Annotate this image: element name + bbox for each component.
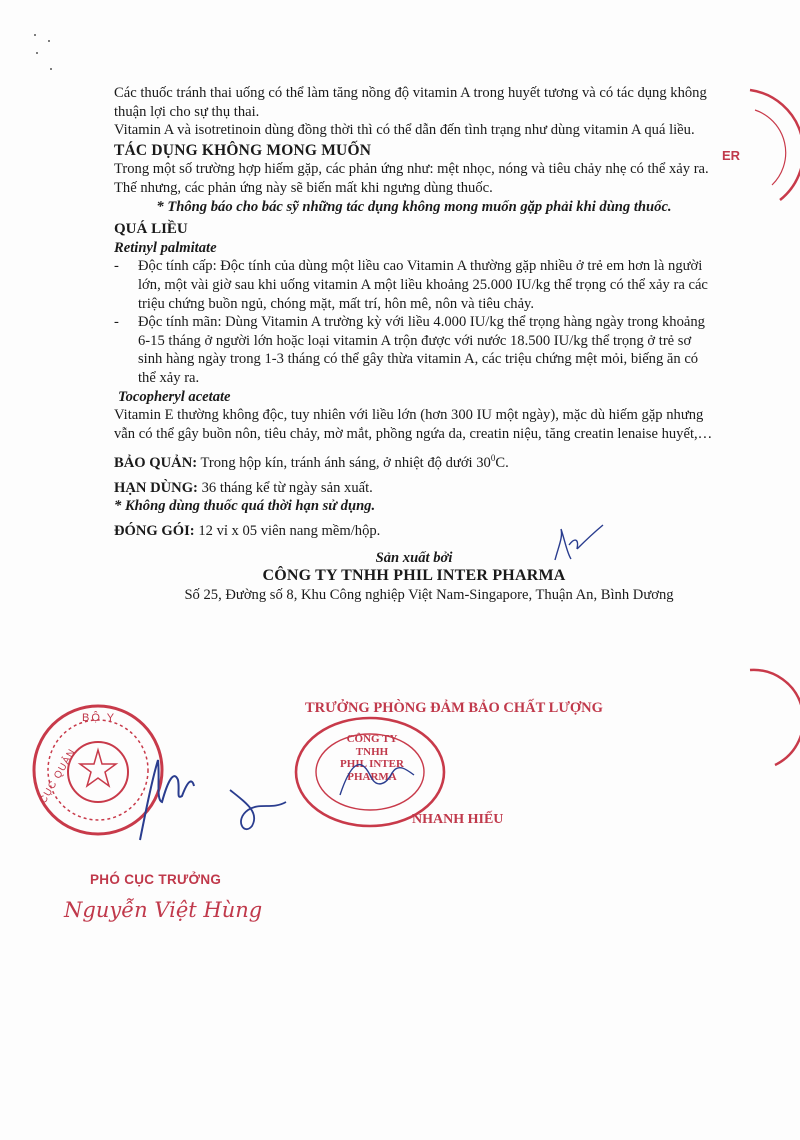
right-stamp-partial (700, 80, 800, 220)
document-body (114, 84, 714, 604)
scan-dots (34, 34, 54, 74)
storage-text: Trong hộp kín, tránh ánh sáng, ở nhiệt độ dưới 30 (197, 455, 491, 472)
storage-unit: C. (495, 455, 509, 472)
company-seal-line: CÔNG TY (346, 733, 398, 745)
retinyl-subheading: Retinyl palmitate (114, 239, 217, 256)
interaction-paragraph-2: Vitamin A và isotretinoin dùng đồng thời thì có thể dẫn đến tình trạng như dùng vitamin A quá liều. (114, 122, 695, 139)
storage-line (114, 449, 714, 472)
right-stamp-text: ER (722, 148, 741, 163)
seal-side-text: CỤC QUẢN (38, 746, 79, 806)
overdose-heading: QUÁ LIỀU (114, 221, 188, 238)
qa-name: NHANH HIẾU (412, 812, 504, 827)
expiry-line (114, 479, 714, 498)
expiry-warning: * Không dùng thuốc quá thời hạn sử dụng. (114, 498, 376, 515)
side-effects-heading: TÁC DỤNG KHÔNG MONG MUỐN (114, 141, 372, 159)
overdose-list (114, 257, 714, 387)
packing-line (114, 522, 714, 541)
packing-label: ĐÓNG GÓI: (114, 522, 195, 539)
tocopheryl-subheading: Tocopheryl acetate (118, 388, 231, 405)
side-effects-warning: * Thông báo cho bác sỹ những tác dụng không mong muốn gặp phải khi dùng thuốc. (156, 198, 672, 215)
seal-top-text: BỘ Y (82, 712, 117, 724)
company-seal-line: TNHH (355, 745, 389, 758)
storage-degree: 0 (490, 453, 496, 464)
deputy-signature (110, 740, 290, 850)
made-by: Sản xuất bởi (375, 549, 453, 566)
qa-title: TRƯỞNG PHÒNG ĐẢM BẢO CHẤT LƯỢNG (305, 700, 603, 716)
list-item: - Độc tính mãn: Dùng Vitamin A trường kỳ với liều 4.000 IU/kg thể trọng hàng ngày trong khoảng 6-15 tháng ở người lớn hoặc loại vitamin A trộn được với nước 18.500 IU/kg thể trọng ở trẻ sơ sinh hàng ngày trong 1-3 tháng có thể gây thừa vitamin A, các triệu chứng mệt mỏi, biếng ăn có thể xảy ra. (114, 313, 714, 387)
packing-text: 12 vỉ x 05 viên nang mềm/hộp. (194, 522, 381, 539)
expiry-label: HẠN DÙNG: (114, 479, 198, 496)
company-seal-line: PHARMA (347, 770, 397, 783)
list-item: - Độc tính cấp: Độc tính của dùng một liều cao Vitamin A thường gặp nhiều ở trẻ em hơn là người lớn, một vài giờ sau khi uống vitamin A một liều khoảng 25.000 IU/kg thể trọng có thể xảy ra các triệu chứng buồn ngủ, chóng mặt, mất trí, hôn mê, nôn và tiêu chảy. (114, 257, 714, 313)
company-seal-line: PHIL INTER (340, 758, 404, 770)
deputy-title: PHÓ CỤC TRƯỞNG (90, 872, 222, 887)
right-stamp-partial-2 (720, 660, 800, 780)
storage-label: BẢO QUẢN: (114, 455, 198, 472)
company-address: Số 25, Đường số 8, Khu Công nghiệp Việt Nam-Singapore, Thuận An, Bình Dương (184, 586, 674, 603)
expiry-text: 36 tháng kể từ ngày sản xuất. (197, 479, 373, 496)
deputy-name: Nguyễn Việt Hùng (64, 898, 263, 922)
company-name: CÔNG TY TNHH PHIL INTER PHARMA (262, 567, 566, 585)
signature-small (545, 515, 605, 575)
interaction-paragraph-1: Các thuốc tránh thai uống có thể làm tăng nồng độ vitamin A trong huyết tương và có tác dụng không thuận lợi cho sự thụ thai. (114, 85, 707, 120)
tocopheryl-text: Vitamin E thường không độc, tuy nhiên với liều lớn (hơn 300 IU một ngày), mặc dù hiếm gặp nhưng vẫn có thể gây buồn nôn, tiêu chảy, mờ mắt, phồng ngứa da, creatin niệu, tăng creatin lenaise huyết,… (114, 407, 713, 442)
side-effects-text: Trong một số trường hợp hiếm gặp, các phản ứng như: mệt nhọc, nóng và tiêu chảy nhẹ có thể xảy ra. Thế nhưng, các phản ứng này sẽ biến mất khi ngưng dùng thuốc. (114, 161, 709, 196)
qa-signature (330, 745, 420, 815)
